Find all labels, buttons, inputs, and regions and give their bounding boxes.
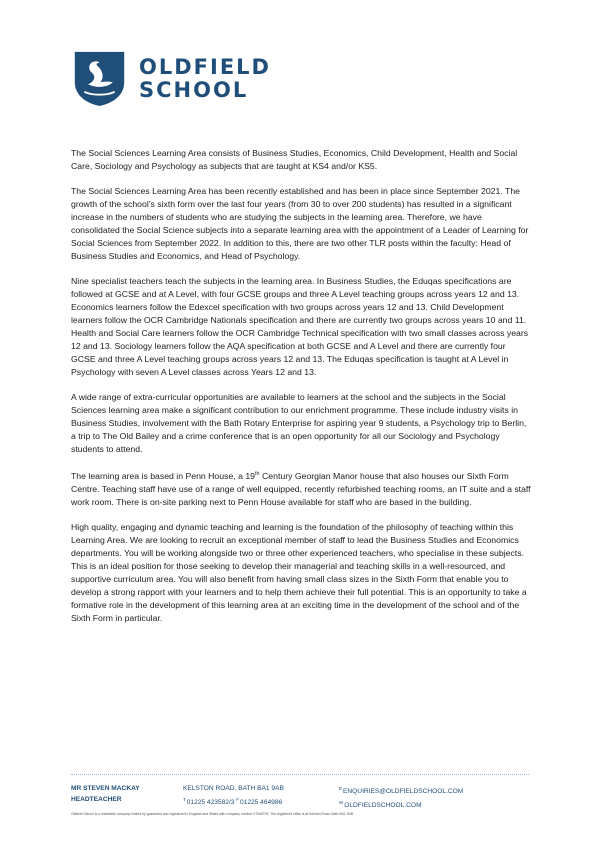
paragraph-history: The Social Sciences Learning Area has been recently established and has been in place since September 2021. The growth of the school’s sixth form over the last four years (from 30 to over 200 students) has resulted in a significant increase in the numbers of students who are studying the subjects in the learning area. Therefore, we have consolidated the Social Science subjects into a separate learning area with the appointment of a Leader of Learning for Social Sciences from September 2022. In addition to this, there are two other TLR posts within the faculty: Head of Business Studies and Economics, and Head of Psychology. — [71, 185, 529, 262]
email-line — [339, 783, 463, 797]
paragraph-location — [71, 468, 531, 509]
paragraph-staffing: Nine specialist teachers teach the subjects in the learning area. In Business Studies, the Eduqas specifications are followed at GCSE and at A Level, with four GCSE groups and three A Level teaching groups across years 12 and 13. Economics learners follow the Edexcel specification with two groups across years 12 and 13. Child Development learners follow the OCR Cambridge Nationals specification and there are currently two groups across years 10 and 11. Health and Social Care learners follow the OCR Cambridge Technical specification with two small classes across years 12 and 13. Sociology learners follow the AQA specification at both GCSE and A Level and there are currently four GCSE and three A Level teaching groups across years 12 and 13. The Eduqas specification is taught at A Level in Psychology with seven A Level classes across Years 12 and 13. — [71, 275, 529, 378]
school-logo — [71, 50, 271, 107]
phone-t-prefix: T — [183, 797, 186, 802]
email-prefix: E — [339, 786, 343, 791]
ordinal-suffix: th — [255, 470, 260, 477]
footer-headteacher — [71, 783, 140, 805]
school-name-line2: SCHOOL — [139, 77, 249, 102]
headteacher-title: HEADTEACHER — [71, 796, 122, 803]
footer-contact — [339, 783, 463, 811]
email-link[interactable]: ENQUIRIES@OLDFIELDSCHOOL.COM — [343, 788, 464, 796]
paragraph-intro: The Social Sciences Learning Area consists of Business Studies, Economics, Child Development, Health and Social Care, Sociology and Psychology as subjects that are taught at KS4 and/or KS5. — [71, 148, 518, 172]
footer-divider — [71, 774, 529, 775]
headteacher-name: MR STEVEN MACKAY — [71, 785, 140, 792]
phone-f-prefix: F — [236, 797, 240, 802]
website-line — [339, 797, 463, 811]
phone-telephone: 01225 423582/3 — [186, 799, 235, 807]
web-prefix: W — [339, 800, 344, 806]
website-link[interactable]: OLDFIELDSCHOOL.COM — [344, 802, 422, 810]
phone-fax: 01225 464986 — [240, 799, 283, 807]
paragraph-location-end: Century Georgian Manor house that also houses our Sixth Form Centre. Teaching staff have use of a range of well equipped, recently refurbished teaching rooms, an IT suite and a staff work room. There is on-site parking next to Penn House available for staff who are based in the building. — [71, 470, 531, 508]
swan-crest-icon — [71, 50, 128, 107]
legal-notice: Oldfield School is a charitable company limited by guarantee and registered in England and Wales with company number 07545793. The registered office is at Kelston Road, Bath BA1 9AB — [71, 812, 354, 816]
school-name — [139, 56, 271, 102]
school-name-line1: OLDFIELD — [139, 54, 271, 79]
address: KELSTON ROAD, BATH BA1 9AB — [183, 785, 284, 792]
phone-numbers — [183, 794, 284, 808]
paragraph-extracurricular: A wide range of extra-curricular opportunities are available to learners at the school and the subjects in the Social Sciences learning area make a significant contribution to our enrichment programme. These include industry visits in Business Studies, involvement with the Bath Rotary Enterprise for aspiring year 9 students, a Psychology trip to Berlin, a trip to The Old Bailey and a crime conference that is an open opportunity for all our Sociology and Psychology students to attend. — [71, 392, 527, 455]
paragraph-location-start: The learning area is based in Penn House, a 19 — [71, 470, 256, 481]
footer-address — [183, 783, 284, 808]
body-text — [71, 147, 531, 637]
paragraph-role: High quality, engaging and dynamic teaching and learning is the foundation of the philosophy of teaching within this Learning Area. We are looking to recruit an exceptional member of staff to lead the Business Studies and Economics departments. You will be working alongside two or three other experienced teachers, who specialise in these subjects. This is an ideal position for those seeking to develop their managerial and teaching skills in a well-resourced, and supportive curriculum area. You will also benefit from having small class sizes in the Sixth Form that enable you to develop a strong rapport with your learners and to help them achieve their full potential. This is an opportunity to take a formative role in the development of this learning area at an exciting time in the development of the school and of the Sixth Form in particular. — [71, 521, 527, 624]
